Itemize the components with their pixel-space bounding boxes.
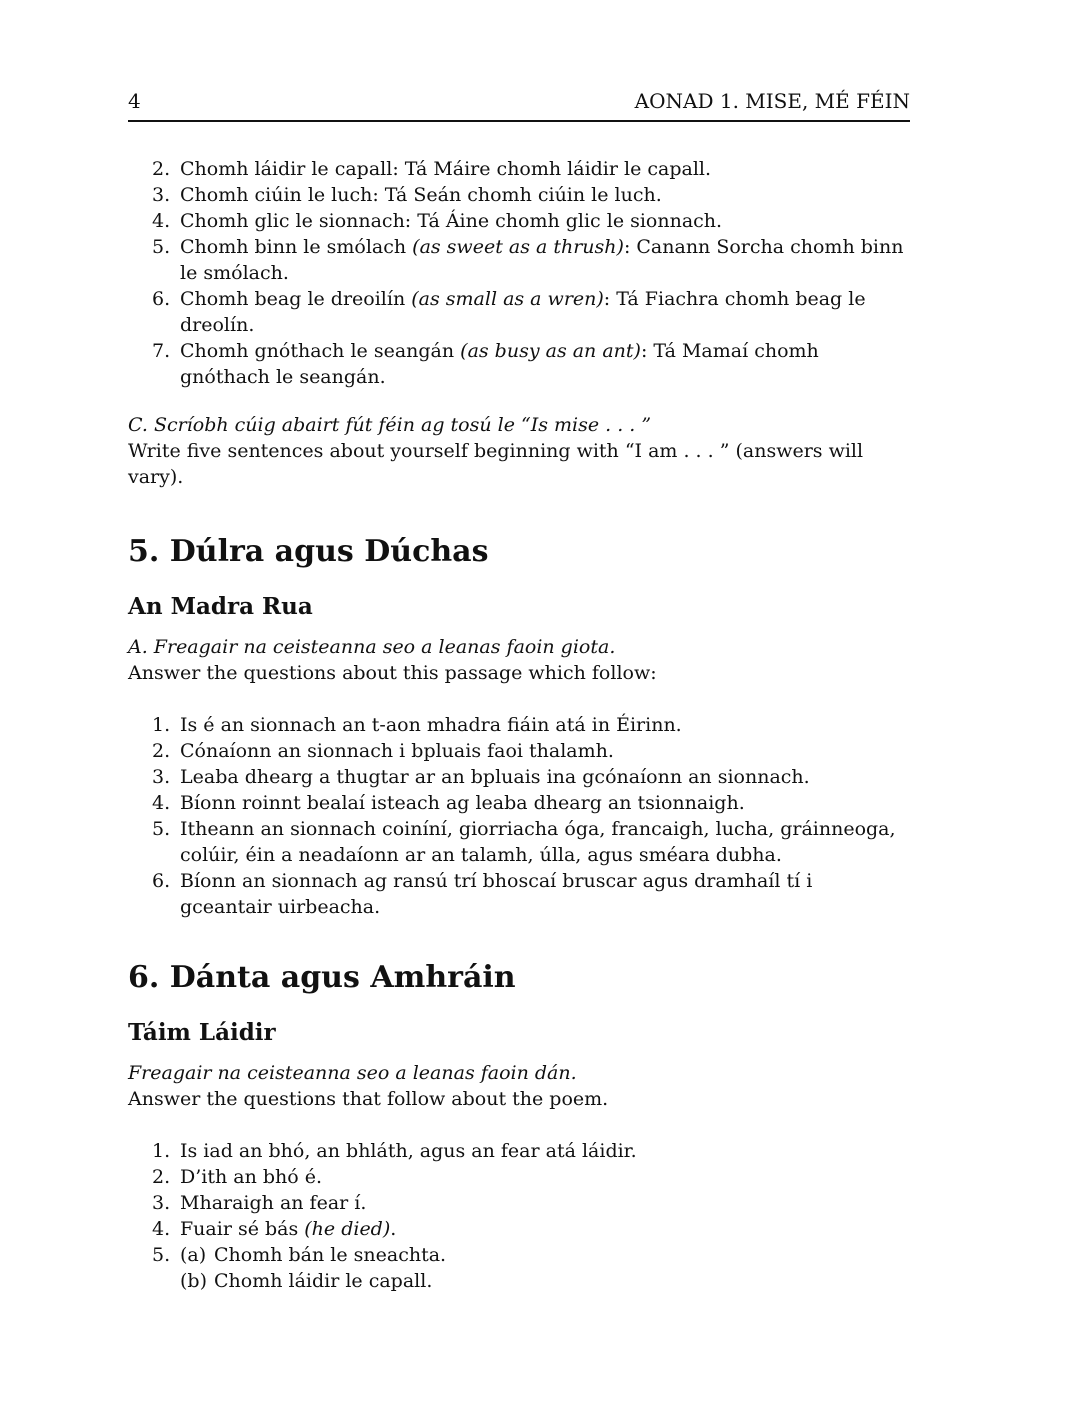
list-item: 4. Fuair sé bás (he died). [152,1218,397,1240]
section-5-instruction-irish: A. Freagair na ceisteanna seo a leanas faoin giota. [128,636,616,658]
section-6-instruction-english: Answer the questions that follow about the poem. [128,1088,609,1110]
list-item: 2. Cónaíonn an sionnach i bpluais faoi thalamh. [152,740,614,762]
list-item: 1. Is iad an bhó, an bhláth, agus an fear atá láidir. [152,1140,637,1162]
section-5-title: 5. Dúlra agus Dúchas [128,534,489,569]
sub-item-a: (a) Chomh bán le sneachta. [180,1244,447,1266]
list-item: 3. Leaba dhearg a thugtar ar an bpluais ina gcónaíonn an sionnach. [152,766,810,788]
section-6-instruction-irish: Freagair na ceisteanna seo a leanas faoin dán. [128,1062,577,1084]
list-item: 6. Bíonn an sionnach ag ransú trí bhoscaí bruscar agus dramhaíl tí i gceantair uirbeacha. [152,870,813,918]
list-item: 6. Chomh beag le dreoilín (as small as a wren): Tá Fiachra chomh beag le dreolín. [152,288,866,336]
document-page [128,88,910,1294]
section-6-answers [128,1138,910,1294]
list-item: 3. Mharaigh an fear í. [152,1192,367,1214]
list-item: 2. D’ith an bhó é. [152,1166,323,1188]
list-item: 5. Itheann an sionnach coiníní, giorriacha óga, francaigh, lucha, gráinneoga, colúir, éin a neadaíonn ar an talamh, úlla, agus sméara dubha. [152,818,896,866]
list-item: 7. Chomh gnóthach le seangán (as busy as an ant): Tá Mamaí chomh gnóthach le seangán. [152,340,819,388]
list-item: 4. Bíonn roinnt bealaí isteach ag leaba dhearg an tsionnaigh. [152,792,745,814]
page-number: 4 [128,89,141,113]
list-item: 4. Chomh glic le sionnach: Tá Áine chomh glic le sionnach. [152,210,723,232]
list-item: 3. Chomh ciúin le luch: Tá Seán chomh ciúin le luch. [152,184,662,206]
exercise-c-english: Write five sentences about yourself beginning with “I am . . . ” (answers will vary). [128,440,864,488]
section-6-subtitle: Táim Láidir [128,1019,276,1046]
answer-list-top [128,156,910,390]
list-item: 5. (a) Chomh bán le sneachta. (b) Chomh láidir le capall. [128,1242,910,1294]
section-5-answers [128,712,910,920]
running-title: AONAD 1. MISE, MÉ FÉIN [634,89,910,113]
section-6-title: 6. Dánta agus Amhráin [128,960,516,995]
section-5-subtitle: An Madra Rua [128,593,313,620]
list-item: 2. Chomh láidir le capall: Tá Máire chomh láidir le capall. [152,158,712,180]
list-item: 5. Chomh binn le smólach (as sweet as a thrush): Canann Sorcha chomh binn le smólach. [152,236,904,284]
section-5-instruction-english: Answer the questions about this passage which follow: [128,662,657,684]
list-item: 1. Is é an sionnach an t-aon mhadra fiáin atá in Éirinn. [152,714,682,736]
sub-item-b: (b) Chomh láidir le capall. [180,1270,433,1292]
page-header [128,88,910,122]
exercise-c-irish: C. Scríobh cúig abairt fút féin ag tosú le “Is mise . . . ” [128,414,652,436]
